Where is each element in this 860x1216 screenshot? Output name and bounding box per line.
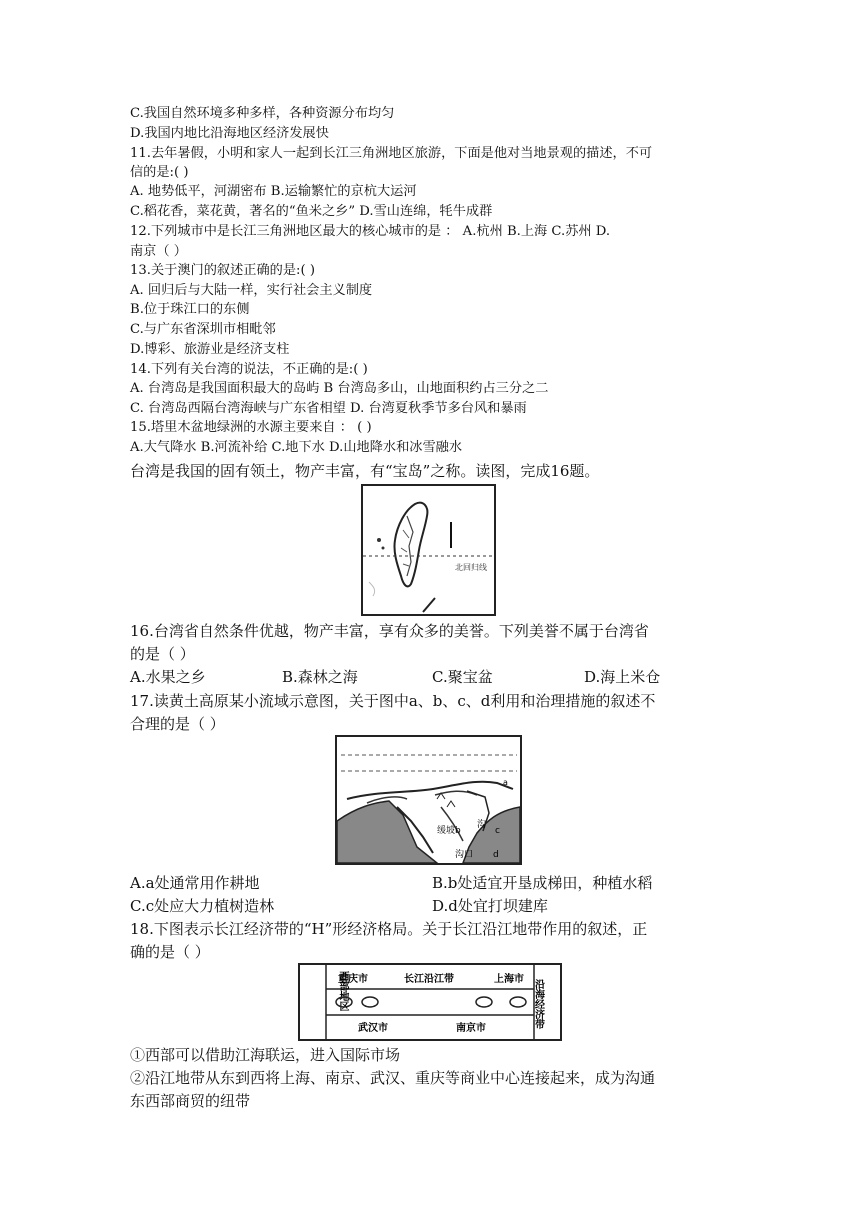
h-bottom-label: 南京市 [456,1023,486,1034]
text-line: C.我国自然环境多种多样，各种资源分布均匀 [130,106,395,121]
q17-option-a: A.a处通常用作耕地 [130,874,260,892]
q18-statement-2: ②沿江地带从东到西将上海、南京、武汉、重庆等商业中心连接起来，成为沟通 [130,1069,656,1087]
text-line: 信的是:( ) [130,165,189,180]
h-west-label-text: 西部地区 [308,971,348,982]
loess-label-d: d [493,850,499,860]
q16-option-d: D.海上米仓 [584,668,661,686]
h-city-marker [510,997,526,1007]
q18-statement-1: ①西部可以借助江海联运，进入国际市场 [130,1046,401,1064]
q17-option-d: D.d处宜打坝建库 [432,897,548,915]
q16-intro: 台湾是我国的固有领土，物产丰富，有“宝岛”之称。读图，完成16题。 [130,462,600,480]
text-line: 14.下列有关台湾的说法，不正确的是:( ) [130,362,368,377]
text-line: C. 台湾岛西隔台湾海峡与广东省相望 D. 台湾夏秋季节多台风和暴雨 [130,401,527,416]
q17-option-c: C.c处应大力植树造林 [130,897,275,915]
h-diagram [298,963,562,1041]
q16-stem: 16.台湾省自然条件优越，物产丰富，享有众多的美誉。下列美誉不属于台湾省 [130,622,649,640]
taiwan-map-graphic [363,486,494,614]
h-east-label: 沿海经济带 [532,979,544,1029]
loess-label-a: a [503,778,508,787]
loess-label-c: c [495,826,500,836]
q17-stem: 合理的是（ ） [130,715,225,733]
q16-option-c: C.聚宝盆 [432,668,493,686]
h-city-marker [336,997,352,1007]
text-line: 11.去年暑假，小明和家人一起到长江三角洲地区旅游，下面是他对当地景观的描述，不可 [130,146,653,161]
q16-option-a: A.水果之乡 [130,668,206,686]
text-line: A.大气降水 B.河流补给 C.地下水 D.山地降水和冰雪融水 [130,440,463,455]
text-line: A. 地势低平，河湖密布 B.运输繁忙的京杭大运河 [130,184,417,199]
loess-map [335,735,522,865]
loess-label-mouth: 沟口 [455,850,474,860]
text-line: 13.关于澳门的叙述正确的是:( ) [130,263,315,278]
q16-stem: 的是（ ） [130,645,195,663]
text-line: A. 回归后与大陆一样，实行社会主义制度 [130,283,373,298]
q17-stem: 17.读黄土高原某小流域示意图，关于图中a、b、c、d利用和治理措施的叙述不 [130,692,656,710]
loess-label-b: 缓坡b [437,826,461,836]
text-line: 15.塔里木盆地绿洲的水源主要来自 ： ( ) [130,420,372,435]
loess-label-gully: 沟 [477,820,487,830]
q17-option-b: B.b处适宜开垦成梯田，种植水稻 [432,874,653,892]
text-line: D.博彩、旅游业是经济支柱 [130,342,290,357]
h-top-label: 长江沿江带 [404,974,454,985]
tropic-label: 北回归线 [455,563,487,572]
h-diagram-graphic [300,965,560,1039]
text-line: 12.下列城市中是长江三角洲地区最大的核心城市的是 ： A.杭州 B.上海 C.苏州 D. [130,224,611,239]
h-top-label: 上海市 [494,974,524,985]
text-line: D.我国内地比沿海地区经济发展快 [130,126,329,141]
q18-statement-2-cont: 东西部商贸的纽带 [130,1092,251,1110]
h-city-marker [362,997,378,1007]
text-line: A. 台湾岛是我国面积最大的岛屿 B 台湾岛多山，山地面积约占三分之二 [130,381,549,396]
text-line: C.与广东省深圳市相毗邻 [130,322,276,337]
loess-map-graphic [337,737,520,863]
q18-stem: 18.下图表示长江经济带的“H”形经济格局。关于长江沿江地带作用的叙述，正 [130,920,648,938]
text-line: B.位于珠江口的东侧 [130,302,250,317]
h-city-marker [476,997,492,1007]
h-top-label: 重庆市 [338,974,368,985]
h-bottom-label: 武汉市 [358,1023,388,1034]
taiwan-map [361,484,496,616]
q16-option-b: B.森林之海 [282,668,358,686]
text-line: 南京（ ） [130,244,187,259]
text-line: C.稻花香，菜花黄，著名的“鱼米之乡” D.雪山连绵，牦牛成群 [130,204,493,219]
q18-stem: 确的是（ ） [130,943,210,961]
